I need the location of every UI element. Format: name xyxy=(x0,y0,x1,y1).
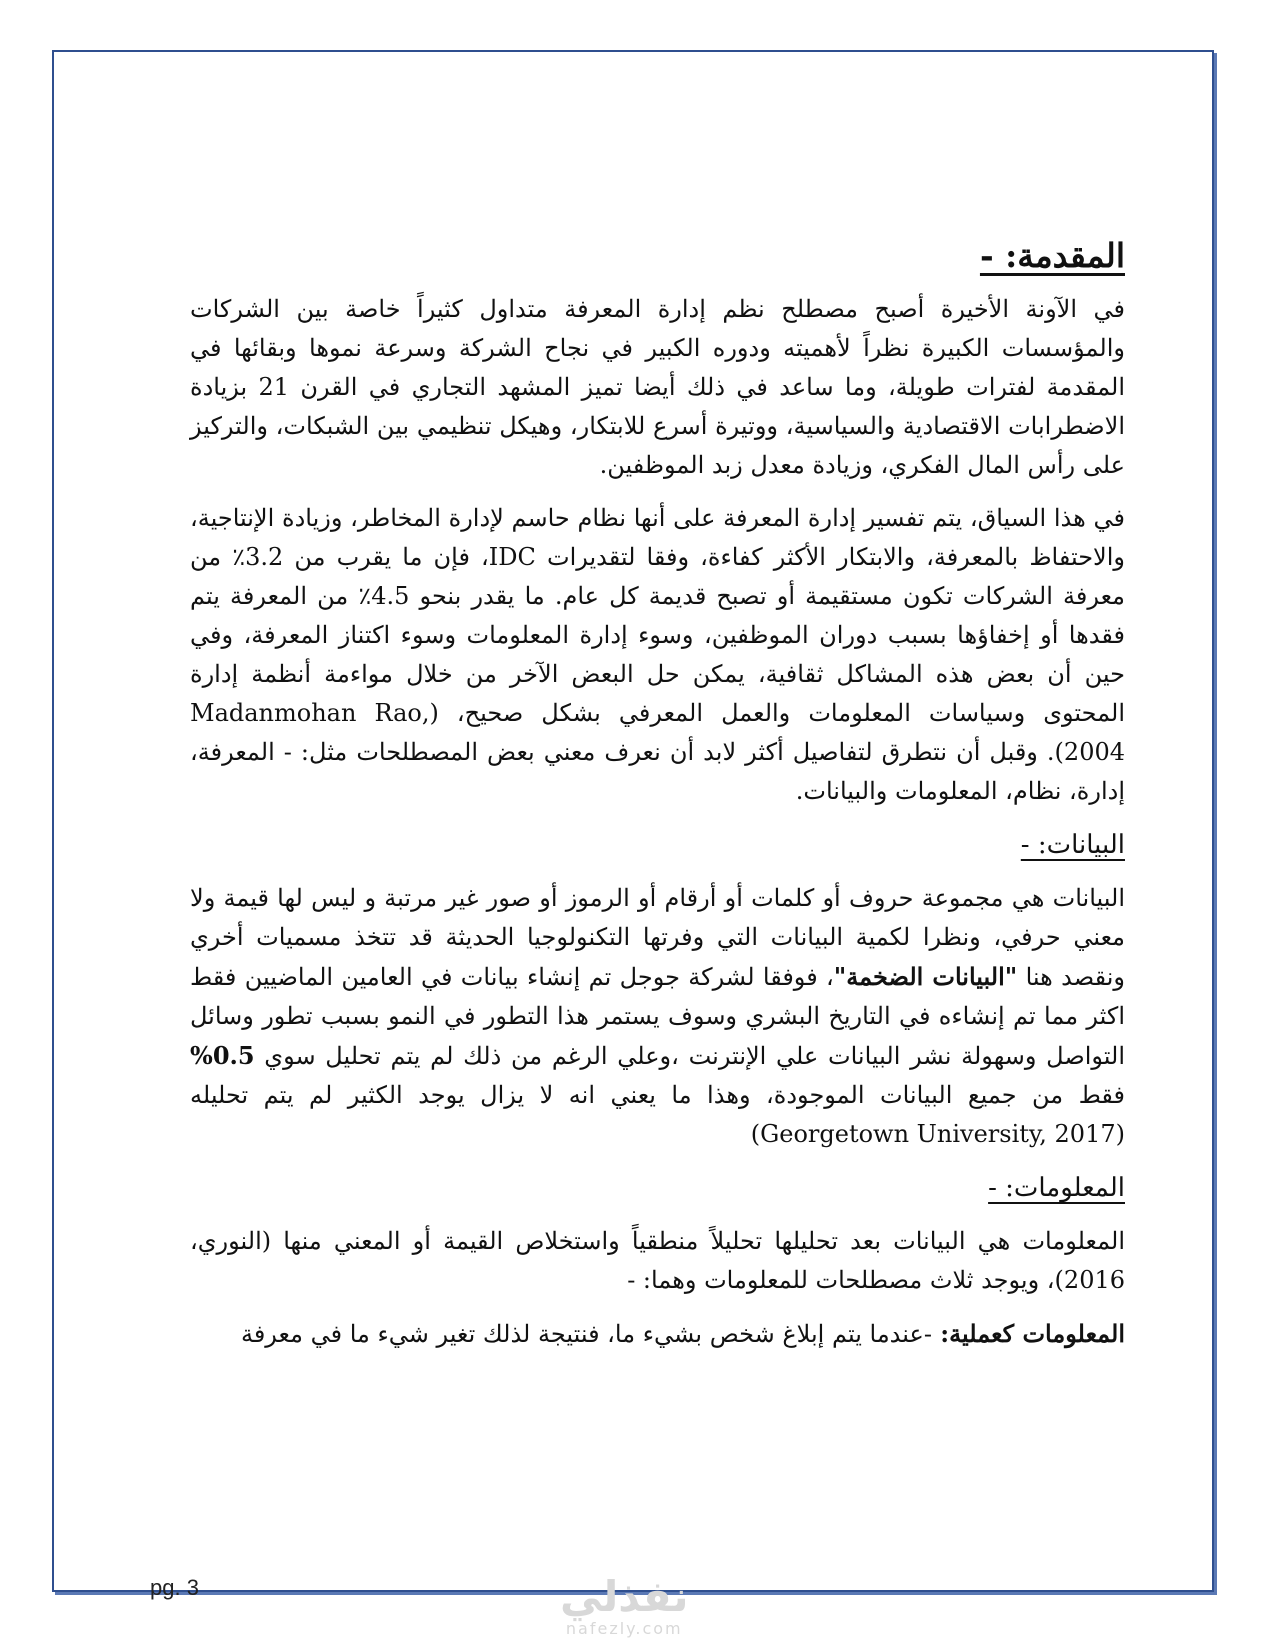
watermark-sub: nafezly.com xyxy=(565,1619,683,1638)
big-data-term: "البيانات الضخمة" xyxy=(833,962,1018,991)
watermark-logo xyxy=(560,1572,689,1638)
paragraph-info-1: المعلومات هي البيانات بعد تحليلها تحليلاً منطقياً واستخلاص القيمة أو المعني منها (النوري، 2016)، ويوجد ثلاث مصطلحات للمعلومات وهما: - xyxy=(190,1227,1125,1294)
paragraph-info-2 xyxy=(190,1314,1125,1354)
paragraph-intro-1: في الآونة الأخيرة أصبح مصطلح نظم إدارة المعرفة متداول كثيراً خاصة بين الشركات والمؤسسات الكبيرة نظراً لأهميته ودوره الكبير في نجاح الشركة وسرعة نموها وبقائها في المقدمة لفترات طويلة، وما ساعد في ذلك أيضا تميز المشهد التجاري في القرن 21 بزيادة الاضطرابات الاقتصادية والسياسية، ووتيرة أسرع للابتكار، وهيكل تنظيمي بين الشبكات، والتركيز على رأس المال الفكري، وزيادة معدل زبد الموظفين. xyxy=(190,295,1125,479)
info-process-term: المعلومات كعملية: xyxy=(931,1319,1125,1348)
paragraph-intro-2: في هذا السياق، يتم تفسير إدارة المعرفة على أنها نظام حاسم لإدارة المخاطر، وزيادة الإنتاجية، والاحتفاظ بالمعرفة، والابتكار الأكثر كفاءة، وفقا لتقديرات IDC، فإن ما يقرب من 3.2٪ من معرفة الشركات تكون مستقيمة أو تصبح قديمة كل عام. ما يقدر بنحو 4.5٪ من المعرفة يتم فقدها أو إخفاؤها بسبب دوران الموظفين، وسوء إدارة المعلومات وسوء اكتناز المعرفة، وفي حين أن بعض هذه المشاكل ثقافية، يمكن حل البعض الآخر من خلال مواءمة أنظمة إدارة المحتوى وسياسات المعلومات والعمل المعرفي بشكل صحيح، (Madanmohan Rao, 2004). وقبل أن نتطرق لتفاصيل أكثر لابد أن نعرف معني بعض المصطلحات مثل: - المعرفة، إدارة، نظام، المعلومات والبيانات. xyxy=(190,504,1126,805)
percentage-value: 0.5% xyxy=(190,1041,255,1070)
data-text-2: ، فوفقا لشركة جوجل تم إنشاء بيانات في العامين الماضيين فقط اكثر مما تم إنشاءه في التاريخ البشري وسوف يستمر هذا التطور في النمو بسبب تطور وسائل التواصل وسهولة نشر البيانات علي الإنترنت ،وعلي الرغم من ذلك لم يتم تحليل سوي xyxy=(190,963,1125,1070)
page-number: pg. 3 xyxy=(150,1575,199,1600)
info-process-text: -عندما يتم إبلاغ شخص بشيء ما، فنتيجة لذلك تغير شيء ما في معرفة xyxy=(240,1320,932,1348)
data-text-1: البيانات هي مجموعة حروف أو كلمات أو أرقام أو الرموز أو صور غير مرتبة و ليس لها قيمة ولا معني حرفي، ونظرا لكمية البيانات التي وفرتها التكنولوجيا الحديثة قد تتخذ مسميات أخري ونقصد هنا xyxy=(190,884,1125,991)
heading-introduction: المقدمة: - xyxy=(979,236,1125,275)
heading-information: المعلومات: - xyxy=(988,1173,1125,1203)
heading-data: البيانات: - xyxy=(1020,830,1125,860)
paragraph-data-1 xyxy=(190,879,1125,1154)
document-body xyxy=(190,232,1125,1368)
watermark-main: نفذلي xyxy=(560,1572,689,1621)
data-text-3: فقط من جميع البيانات الموجودة، وهذا ما يعني انه لا يزال يوجد الكثير لم يتم تحليله (Georgetown University, 2017) xyxy=(190,1081,1125,1148)
